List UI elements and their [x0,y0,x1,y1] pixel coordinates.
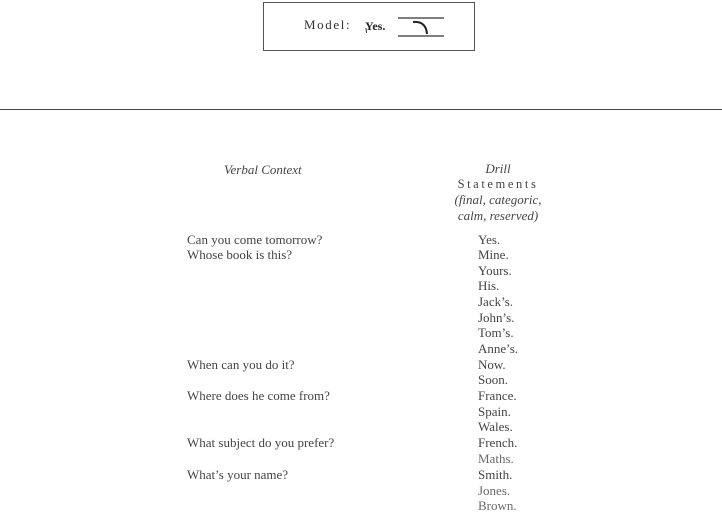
answer-item: Yes. [478,232,501,247]
answer-item: Mine. [478,247,509,262]
statements-title: Statements [457,176,539,191]
answer-item: Spain. [478,404,511,419]
answer-item: Jones. [478,483,511,498]
context-item: What’s your name? [187,467,289,482]
answer-item: Brown. [478,498,517,513]
answer-item: Tom’s. [478,325,514,340]
verbal-context-header: Verbal Context [224,162,302,177]
drill-statements-header [440,161,556,223]
context-item: Can you come tomorrow? [187,232,323,247]
context-item: Where does he come from? [187,388,330,403]
model-word: Yes. [365,19,386,33]
answer-item: Soon. [478,372,508,387]
answer-item: His. [478,278,500,293]
answer-item: Anne’s. [478,341,519,356]
answer-item: France. [478,388,517,403]
answer-item: Jack’s. [478,294,514,309]
context-item: What subject do you prefer? [187,435,335,450]
model-label: Model: [304,17,352,32]
context-item: When can you do it? [187,357,295,372]
answer-item: Wales. [478,419,513,434]
horizontal-rule [0,109,722,110]
falling-tone-icon [398,16,446,40]
answer-item: Now. [478,357,506,372]
answer-item: John’s. [478,310,515,325]
drill-note-line1: (final, categoric, [454,192,542,207]
answer-item: Yours. [478,263,512,278]
answer-item: French. [478,435,518,450]
context-item: Whose book is this? [187,247,293,262]
drill-title: Drill [485,161,511,176]
drill-note-line2: calm, reserved) [457,207,539,223]
answer-item: Smith. [478,467,513,482]
model-box [263,2,475,51]
answer-item: Maths. [478,451,514,466]
